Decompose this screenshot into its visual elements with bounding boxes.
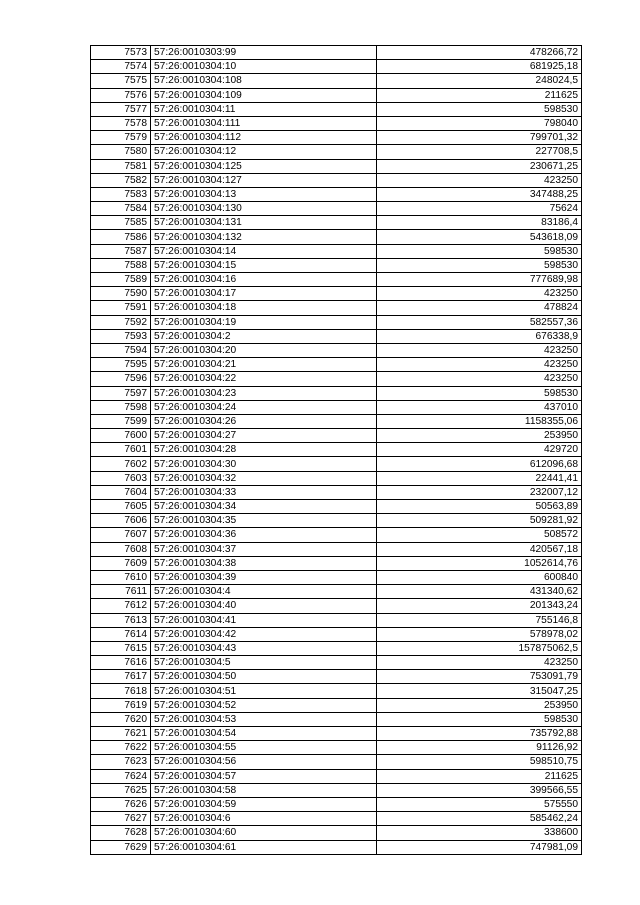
row-number-cell: 7607 — [91, 528, 151, 542]
table-row — [91, 797, 582, 811]
cadastral-number-cell: 57:26:0010303:99 — [151, 46, 377, 60]
cadastral-value-cell: 347488,25 — [377, 187, 582, 201]
cadastral-number-cell: 57:26:0010304:42 — [151, 627, 377, 641]
cadastral-value-cell: 22441,41 — [377, 471, 582, 485]
row-number-cell: 7576 — [91, 88, 151, 102]
table-row — [91, 315, 582, 329]
cadastral-number-cell: 57:26:0010304:6 — [151, 812, 377, 826]
row-number-cell: 7629 — [91, 840, 151, 854]
cadastral-value-cell: 91126,92 — [377, 741, 582, 755]
table-row — [91, 755, 582, 769]
cadastral-value-cell: 1158355,06 — [377, 414, 582, 428]
cadastral-number-cell: 57:26:0010304:38 — [151, 556, 377, 570]
cadastral-value-cell: 578978,02 — [377, 627, 582, 641]
row-number-cell: 7611 — [91, 585, 151, 599]
table-row — [91, 684, 582, 698]
cadastral-value-cell: 431340,62 — [377, 585, 582, 599]
cadastral-value-cell: 423250 — [377, 287, 582, 301]
table-row — [91, 514, 582, 528]
cadastral-number-cell: 57:26:0010304:10 — [151, 60, 377, 74]
cadastral-number-cell: 57:26:0010304:21 — [151, 358, 377, 372]
row-number-cell: 7574 — [91, 60, 151, 74]
cadastral-number-cell: 57:26:0010304:18 — [151, 301, 377, 315]
cadastral-value-cell: 423250 — [377, 656, 582, 670]
table-row — [91, 60, 582, 74]
row-number-cell: 7579 — [91, 131, 151, 145]
cadastral-number-cell: 57:26:0010304:39 — [151, 570, 377, 584]
cadastral-number-cell: 57:26:0010304:4 — [151, 585, 377, 599]
cadastral-number-cell: 57:26:0010304:53 — [151, 712, 377, 726]
table-row — [91, 173, 582, 187]
cadastral-value-cell: 201343,24 — [377, 599, 582, 613]
row-number-cell: 7581 — [91, 159, 151, 173]
row-number-cell: 7583 — [91, 187, 151, 201]
cadastral-value-cell: 798040 — [377, 116, 582, 130]
cadastral-value-cell: 50563,89 — [377, 500, 582, 514]
table-row — [91, 301, 582, 315]
cadastral-value-cell: 582557,36 — [377, 315, 582, 329]
row-number-cell: 7599 — [91, 414, 151, 428]
table-row — [91, 202, 582, 216]
cadastral-value-cell: 598530 — [377, 258, 582, 272]
cadastral-value-cell: 598530 — [377, 712, 582, 726]
cadastral-value-cell: 598530 — [377, 102, 582, 116]
table-row — [91, 372, 582, 386]
cadastral-value-cell: 429720 — [377, 443, 582, 457]
table-row — [91, 670, 582, 684]
cadastral-value-cell: 509281,92 — [377, 514, 582, 528]
cadastral-value-cell: 478824 — [377, 301, 582, 315]
cadastral-number-cell: 57:26:0010304:36 — [151, 528, 377, 542]
row-number-cell: 7587 — [91, 244, 151, 258]
cadastral-value-cell: 755146,8 — [377, 613, 582, 627]
table-row — [91, 826, 582, 840]
row-number-cell: 7620 — [91, 712, 151, 726]
cadastral-number-cell: 57:26:0010304:27 — [151, 429, 377, 443]
cadastral-value-cell: 157875062,5 — [377, 641, 582, 655]
cadastral-number-cell: 57:26:0010304:111 — [151, 116, 377, 130]
cadastral-value-cell: 681925,18 — [377, 60, 582, 74]
row-number-cell: 7575 — [91, 74, 151, 88]
cadastral-value-cell: 508572 — [377, 528, 582, 542]
table-row — [91, 528, 582, 542]
row-number-cell: 7613 — [91, 613, 151, 627]
cadastral-value-cell: 211625 — [377, 769, 582, 783]
row-number-cell: 7624 — [91, 769, 151, 783]
row-number-cell: 7582 — [91, 173, 151, 187]
cadastral-value-cell: 543618,09 — [377, 230, 582, 244]
row-number-cell: 7605 — [91, 500, 151, 514]
table-row — [91, 840, 582, 854]
table-row — [91, 343, 582, 357]
cadastral-value-cell: 437010 — [377, 400, 582, 414]
table-row — [91, 414, 582, 428]
row-number-cell: 7588 — [91, 258, 151, 272]
table-row — [91, 613, 582, 627]
cadastral-number-cell: 57:26:0010304:37 — [151, 542, 377, 556]
cadastral-number-cell: 57:26:0010304:61 — [151, 840, 377, 854]
cadastral-value-cell: 423250 — [377, 372, 582, 386]
cadastral-number-cell: 57:26:0010304:12 — [151, 145, 377, 159]
row-number-cell: 7594 — [91, 343, 151, 357]
table-row — [91, 698, 582, 712]
cadastral-number-cell: 57:26:0010304:19 — [151, 315, 377, 329]
cadastral-number-cell: 57:26:0010304:59 — [151, 797, 377, 811]
cadastral-value-cell: 75624 — [377, 202, 582, 216]
cadastral-value-cell: 676338,9 — [377, 329, 582, 343]
table-row — [91, 159, 582, 173]
row-number-cell: 7621 — [91, 727, 151, 741]
row-number-cell: 7627 — [91, 812, 151, 826]
cadastral-number-cell: 57:26:0010304:43 — [151, 641, 377, 655]
cadastral-value-cell: 315047,25 — [377, 684, 582, 698]
table-row — [91, 244, 582, 258]
table-row — [91, 656, 582, 670]
row-number-cell: 7617 — [91, 670, 151, 684]
cadastral-value-cell: 799701,32 — [377, 131, 582, 145]
cadastral-number-cell: 57:26:0010304:50 — [151, 670, 377, 684]
table-row — [91, 471, 582, 485]
row-number-cell: 7609 — [91, 556, 151, 570]
cadastral-value-cell: 253950 — [377, 429, 582, 443]
row-number-cell: 7608 — [91, 542, 151, 556]
cadastral-value-cell: 227708,5 — [377, 145, 582, 159]
cadastral-number-cell: 57:26:0010304:28 — [151, 443, 377, 457]
table-row — [91, 812, 582, 826]
table-row — [91, 599, 582, 613]
table-row — [91, 556, 582, 570]
row-number-cell: 7598 — [91, 400, 151, 414]
table-body — [91, 46, 582, 855]
table-row — [91, 400, 582, 414]
cadastral-number-cell: 57:26:0010304:57 — [151, 769, 377, 783]
cadastral-number-cell: 57:26:0010304:131 — [151, 216, 377, 230]
cadastral-number-cell: 57:26:0010304:56 — [151, 755, 377, 769]
cadastral-number-cell: 57:26:0010304:33 — [151, 485, 377, 499]
row-number-cell: 7589 — [91, 273, 151, 287]
cadastral-number-cell: 57:26:0010304:52 — [151, 698, 377, 712]
cadastral-value-cell: 598530 — [377, 244, 582, 258]
row-number-cell: 7626 — [91, 797, 151, 811]
cadastral-number-cell: 57:26:0010304:58 — [151, 783, 377, 797]
table-row — [91, 727, 582, 741]
row-number-cell: 7577 — [91, 102, 151, 116]
row-number-cell: 7615 — [91, 641, 151, 655]
cadastral-number-cell: 57:26:0010304:60 — [151, 826, 377, 840]
table-row — [91, 329, 582, 343]
table-row — [91, 712, 582, 726]
table-row — [91, 429, 582, 443]
cadastral-number-cell: 57:26:0010304:14 — [151, 244, 377, 258]
cadastral-number-cell: 57:26:0010304:20 — [151, 343, 377, 357]
cadastral-number-cell: 57:26:0010304:55 — [151, 741, 377, 755]
row-number-cell: 7600 — [91, 429, 151, 443]
table-row — [91, 145, 582, 159]
table-row — [91, 769, 582, 783]
cadastral-number-cell: 57:26:0010304:26 — [151, 414, 377, 428]
cadastral-value-cell: 232007,12 — [377, 485, 582, 499]
row-number-cell: 7616 — [91, 656, 151, 670]
row-number-cell: 7596 — [91, 372, 151, 386]
cadastral-number-cell: 57:26:0010304:40 — [151, 599, 377, 613]
row-number-cell: 7578 — [91, 116, 151, 130]
cadastral-number-cell: 57:26:0010304:17 — [151, 287, 377, 301]
row-number-cell: 7590 — [91, 287, 151, 301]
row-number-cell: 7628 — [91, 826, 151, 840]
row-number-cell: 7585 — [91, 216, 151, 230]
row-number-cell: 7606 — [91, 514, 151, 528]
row-number-cell: 7610 — [91, 570, 151, 584]
cadastral-value-cell: 747981,09 — [377, 840, 582, 854]
row-number-cell: 7619 — [91, 698, 151, 712]
table-row — [91, 131, 582, 145]
cadastral-value-cell: 777689,98 — [377, 273, 582, 287]
cadastral-value-cell: 753091,79 — [377, 670, 582, 684]
cadastral-number-cell: 57:26:0010304:16 — [151, 273, 377, 287]
table-row — [91, 641, 582, 655]
table-row — [91, 783, 582, 797]
cadastral-value-cell: 598510,75 — [377, 755, 582, 769]
cadastral-number-cell: 57:26:0010304:54 — [151, 727, 377, 741]
row-number-cell: 7622 — [91, 741, 151, 755]
cadastral-number-cell: 57:26:0010304:125 — [151, 159, 377, 173]
cadastral-value-cell: 600840 — [377, 570, 582, 584]
table-row — [91, 88, 582, 102]
row-number-cell: 7603 — [91, 471, 151, 485]
table-row — [91, 287, 582, 301]
row-number-cell: 7625 — [91, 783, 151, 797]
cadastral-number-cell: 57:26:0010304:108 — [151, 74, 377, 88]
row-number-cell: 7591 — [91, 301, 151, 315]
cadastral-number-cell: 57:26:0010304:132 — [151, 230, 377, 244]
cadastral-value-cell: 248024,5 — [377, 74, 582, 88]
cadastral-number-cell: 57:26:0010304:24 — [151, 400, 377, 414]
table-row — [91, 386, 582, 400]
table-row — [91, 741, 582, 755]
cadastral-value-cell: 735792,88 — [377, 727, 582, 741]
row-number-cell: 7612 — [91, 599, 151, 613]
cadastral-number-cell: 57:26:0010304:23 — [151, 386, 377, 400]
cadastral-number-cell: 57:26:0010304:109 — [151, 88, 377, 102]
cadastral-value-cell: 211625 — [377, 88, 582, 102]
row-number-cell: 7618 — [91, 684, 151, 698]
cadastral-value-cell: 83186,4 — [377, 216, 582, 230]
cadastral-value-cell: 423250 — [377, 358, 582, 372]
row-number-cell: 7586 — [91, 230, 151, 244]
cadastral-value-cell: 423250 — [377, 173, 582, 187]
table-row — [91, 187, 582, 201]
row-number-cell: 7573 — [91, 46, 151, 60]
cadastral-number-cell: 57:26:0010304:51 — [151, 684, 377, 698]
cadastral-number-cell: 57:26:0010304:34 — [151, 500, 377, 514]
table-row — [91, 46, 582, 60]
table-row — [91, 570, 582, 584]
row-number-cell: 7602 — [91, 457, 151, 471]
table-row — [91, 500, 582, 514]
cadastral-value-cell: 423250 — [377, 343, 582, 357]
table-row — [91, 74, 582, 88]
table-row — [91, 627, 582, 641]
row-number-cell: 7597 — [91, 386, 151, 400]
cadastral-number-cell: 57:26:0010304:30 — [151, 457, 377, 471]
row-number-cell: 7614 — [91, 627, 151, 641]
table-row — [91, 457, 582, 471]
cadastral-number-cell: 57:26:0010304:127 — [151, 173, 377, 187]
cadastral-value-table — [90, 45, 582, 855]
cadastral-value-cell: 338600 — [377, 826, 582, 840]
cadastral-number-cell: 57:26:0010304:22 — [151, 372, 377, 386]
cadastral-number-cell: 57:26:0010304:13 — [151, 187, 377, 201]
cadastral-value-cell: 612096,68 — [377, 457, 582, 471]
table-row — [91, 216, 582, 230]
cadastral-value-cell: 575550 — [377, 797, 582, 811]
row-number-cell: 7623 — [91, 755, 151, 769]
cadastral-value-cell: 585462,24 — [377, 812, 582, 826]
cadastral-value-cell: 420567,18 — [377, 542, 582, 556]
table-row — [91, 485, 582, 499]
row-number-cell: 7584 — [91, 202, 151, 216]
table-row — [91, 443, 582, 457]
cadastral-number-cell: 57:26:0010304:11 — [151, 102, 377, 116]
row-number-cell: 7580 — [91, 145, 151, 159]
cadastral-value-cell: 478266,72 — [377, 46, 582, 60]
row-number-cell: 7593 — [91, 329, 151, 343]
cadastral-number-cell: 57:26:0010304:41 — [151, 613, 377, 627]
row-number-cell: 7601 — [91, 443, 151, 457]
cadastral-number-cell: 57:26:0010304:32 — [151, 471, 377, 485]
table-row — [91, 585, 582, 599]
table-row — [91, 358, 582, 372]
cadastral-value-cell: 598530 — [377, 386, 582, 400]
table-row — [91, 230, 582, 244]
cadastral-value-cell: 1052614,76 — [377, 556, 582, 570]
table-row — [91, 273, 582, 287]
cadastral-number-cell: 57:26:0010304:130 — [151, 202, 377, 216]
table-row — [91, 102, 582, 116]
cadastral-value-cell: 230671,25 — [377, 159, 582, 173]
row-number-cell: 7592 — [91, 315, 151, 329]
table-row — [91, 116, 582, 130]
cadastral-value-cell: 399566,55 — [377, 783, 582, 797]
cadastral-number-cell: 57:26:0010304:2 — [151, 329, 377, 343]
row-number-cell: 7595 — [91, 358, 151, 372]
cadastral-number-cell: 57:26:0010304:112 — [151, 131, 377, 145]
cadastral-value-cell: 253950 — [377, 698, 582, 712]
cadastral-number-cell: 57:26:0010304:5 — [151, 656, 377, 670]
table-row — [91, 258, 582, 272]
cadastral-number-cell: 57:26:0010304:35 — [151, 514, 377, 528]
table-row — [91, 542, 582, 556]
row-number-cell: 7604 — [91, 485, 151, 499]
cadastral-number-cell: 57:26:0010304:15 — [151, 258, 377, 272]
